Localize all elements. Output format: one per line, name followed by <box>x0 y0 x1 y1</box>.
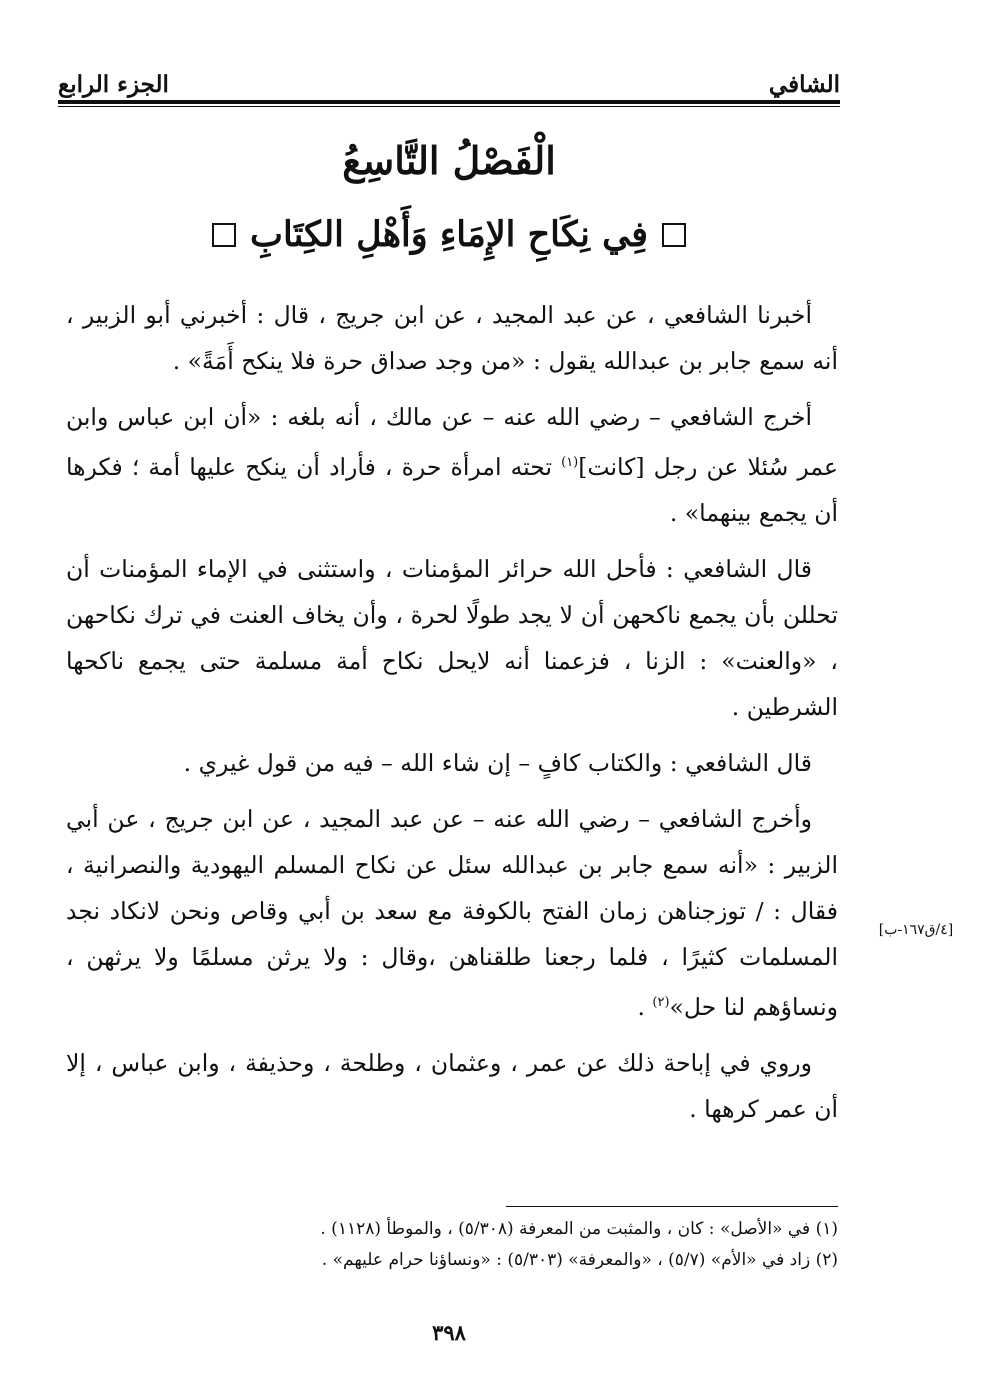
running-header <box>58 58 840 98</box>
page-number: ٣٩٨ <box>432 1320 466 1345</box>
paragraph <box>66 292 838 384</box>
footnote-separator <box>506 1206 838 1207</box>
paragraph-text-continued: . <box>637 992 653 1021</box>
header-volume-title: الجزء الرابع <box>58 71 169 98</box>
header-rule-thin <box>58 106 840 107</box>
footnote-ref: (٢) <box>652 994 670 1010</box>
footnote-ref: (١) <box>561 455 579 470</box>
footnotes <box>66 1214 838 1276</box>
footnote: (٢) زاد في «الأم» (٥/٧) ، «والمعرفة» (٥/٣٠٣) : «ونساؤنا حرام عليهم» . <box>321 1250 838 1270</box>
paragraph <box>66 394 838 536</box>
paragraph-text-continued: تحته امرأة حرة ، فأراد أن ينكح عليها أمة ؛ فكرها أن يجمع بينهما» . <box>66 452 838 527</box>
square-ornament-icon <box>212 223 236 247</box>
square-ornament-icon <box>662 223 686 247</box>
header-book-title: الشافي <box>768 71 840 98</box>
paragraph <box>66 1040 838 1132</box>
paragraph <box>66 740 838 786</box>
paragraph <box>66 546 838 730</box>
header-rule-thick <box>58 100 840 104</box>
footnote: (١) في «الأصل» : كان ، والمثبت من المعرفة (٥/٣٠٨) ، والموطأ (١١٢٨) . <box>320 1219 838 1239</box>
section-title: فِي نِكَاحِ الإِمَاءِ وَأَهْلِ الكِتَابِ <box>250 214 649 255</box>
paragraph-text: أخرج الشافعي – رضي الله عنه – عن مالك ، أنه بلغه : «أن ابن عباس وابن عمر سُئلا عن رجل [كانت] <box>66 403 838 481</box>
paragraph-text: وأخرج الشافعي – رضي الله عنه – عن عبد المجيد ، عن ابن جريج ، عن أبي الزبير : «أنه سمع جابر بن عبدالله سئل عن نكاح المسلم اليهودية والنصرانية ، فقال : / توزجناهن زمان الفتح بالكوفة مع سعد بن أبي وقاص ونحن لانكاد نجد المسلمات كثيرًا ، فلما رجعنا طلقناهن ،وقال : ولا يرثن مسلمًا ولا يرثهن ، ونساؤهم لنا حل» <box>66 804 838 1021</box>
paragraph-text: قال الشافعي : فأحل الله حرائر المؤمنات ، واستثنى في الإماء المؤمنات أن تحللن بأن يجمع ناكحهن أن لا يجد طولًا لحرة ، وأن يخاف العنت في ترك نكاحهن ، «والعنت» : الزنا ، فزعمنا أنه لايحل نكاح أمة مسلمة حتى يجمع ناكحها الشرطين . <box>66 554 838 721</box>
body-text <box>66 292 838 1142</box>
section-title-row <box>58 214 840 255</box>
marginal-manuscript-reference: [٤/ق١٦٧-ب] <box>878 922 954 938</box>
paragraph-text: قال الشافعي : والكتاب كافٍ – إن شاء الله – فيه من قول غيري . <box>183 748 812 777</box>
paragraph <box>66 796 838 1030</box>
paragraph-text: وروي في إباحة ذلك عن عمر ، وعثمان ، وطلحة ، وحذيفة ، وابن عباس ، إلا أن عمر كرهها . <box>66 1048 838 1123</box>
paragraph-text: أخبرنا الشافعي ، عن عبد المجيد ، عن ابن جريج ، قال : أخبرني أبو الزبير ، أنه سمع جابر بن عبدالله يقول : «من وجد صداق حرة فلا ينكح أَمَةً» . <box>66 301 838 375</box>
chapter-title: الْفَصْلُ التَّاسِعُ <box>342 138 556 183</box>
